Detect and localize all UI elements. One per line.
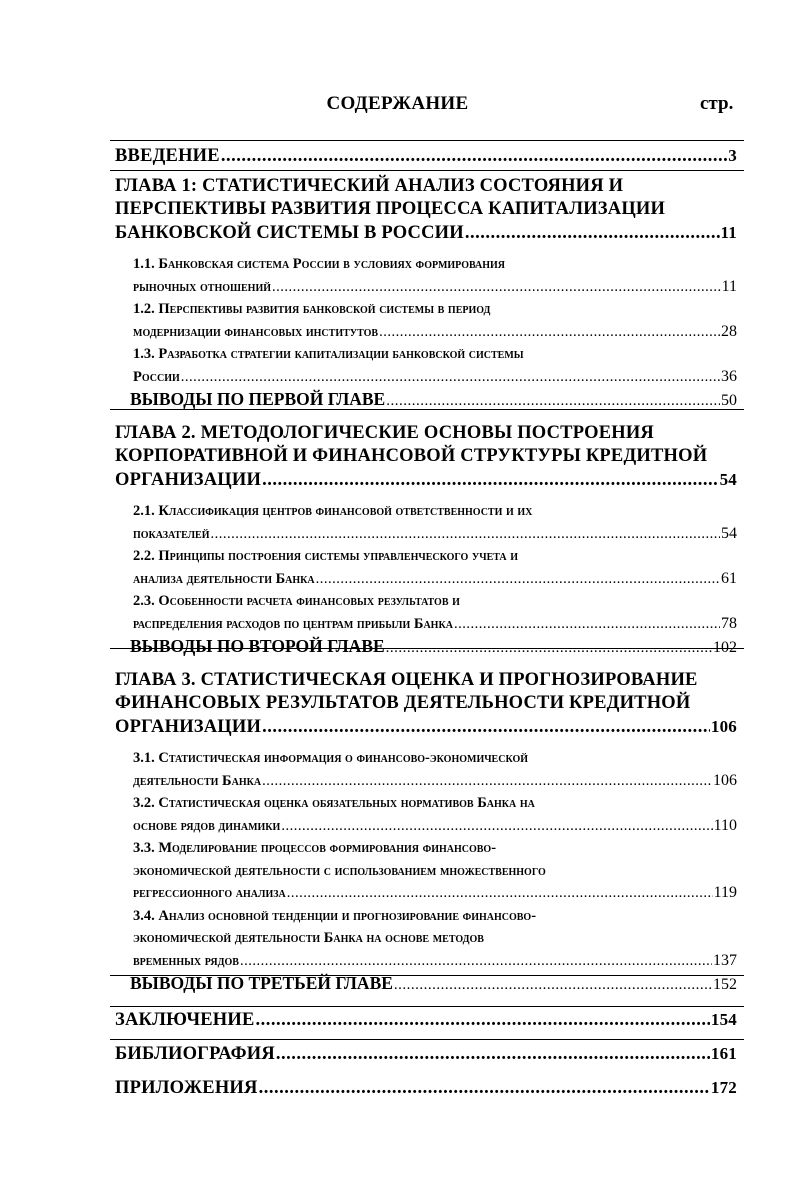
toc-entry-chapter-1[interactable] [115, 175, 737, 245]
leader-dots [394, 972, 712, 996]
toc-entry-title: ЗАКЛЮЧЕНИЕ [115, 1010, 255, 1030]
toc-entry-title: ОРГАНИЗАЦИИ [115, 470, 262, 490]
toc-entry-title: деятельности Банка [133, 772, 262, 789]
toc-entry-page: 172 [710, 1078, 737, 1097]
toc-entry-page: 161 [710, 1044, 737, 1063]
leader-dots [465, 222, 720, 245]
leader-dots [221, 145, 727, 168]
toc-entry-title: ВВЕДЕНИЕ [115, 146, 220, 166]
toc-entry-title: 1.3. Разработка стратегии капитализации банковской системы [133, 346, 524, 362]
leader-dots [386, 635, 712, 659]
toc-entry-section-2-2[interactable] [133, 545, 737, 590]
leader-dots [181, 366, 720, 389]
toc-entry-conclusion[interactable] [115, 1008, 737, 1032]
toc-entry-conclusions-3[interactable] [130, 972, 737, 996]
toc-entry-page: 28 [721, 322, 737, 340]
page-column-label: стр. [700, 93, 734, 114]
leader-dots [256, 1009, 710, 1032]
toc-entry-section-1-1[interactable] [133, 253, 737, 298]
toc-entry-bibliography[interactable] [115, 1042, 737, 1066]
toc-entry-title: экономической деятельности Банка на основе методов [133, 930, 484, 946]
table-of-contents [115, 142, 737, 1100]
toc-entry-chapter-3[interactable] [115, 669, 737, 739]
toc-entry-conclusions-1[interactable] [130, 388, 737, 412]
toc-entry-section-3-3[interactable] [133, 837, 737, 905]
toc-entry-title: ВЫВОДЫ ПО ПЕРВОЙ ГЛАВЕ [130, 389, 386, 409]
toc-entry-section-2-3[interactable] [133, 590, 737, 635]
toc-entry-title: 2.1. Классификация центров финансовой ответственности и их [133, 503, 533, 519]
toc-entry-title: основе рядов динамики [133, 817, 281, 834]
toc-entry-title: 1.1. Банковская система России в условиях формирования [133, 256, 506, 272]
toc-entry-title: ГЛАВА 3. СТАТИСТИЧЕСКАЯ ОЦЕНКА И ПРОГНОЗИРОВАНИЕ [115, 670, 698, 690]
toc-entry-page: 137 [713, 951, 737, 969]
toc-entry-title: 3.3. Моделирование процессов формирования финансово- [133, 840, 497, 856]
toc-entry-page: 78 [721, 614, 737, 632]
toc-entry-page: 36 [721, 367, 737, 385]
toc-entry-page: 110 [713, 816, 737, 834]
leader-dots [240, 950, 712, 973]
toc-entry-title: экономической деятельности с использованием множественного [133, 862, 546, 879]
toc-entry-chapter-2[interactable] [115, 422, 737, 492]
toc-entry-title: России [133, 368, 180, 385]
toc-entry-title: ПРИЛОЖЕНИЯ [115, 1078, 258, 1098]
toc-entry-page: 11 [721, 277, 737, 295]
toc-entry-title: ГЛАВА 1: СТАТИСТИЧЕСКИЙ АНАЛИЗ СОСТОЯНИЯ И [115, 176, 624, 196]
toc-entry-title: временных рядов [133, 952, 239, 969]
toc-entry-title: регрессионного анализа [133, 885, 286, 901]
toc-entry-section-3-2[interactable] [133, 792, 737, 837]
toc-entry-page: 54 [721, 524, 737, 542]
leader-dots [287, 882, 713, 905]
toc-entry-title: ВЫВОДЫ ПО ТРЕТЬЕЙ ГЛАВЕ [130, 973, 393, 993]
toc-entry-title: БИБЛИОГРАФИЯ [115, 1044, 275, 1064]
leader-dots [262, 770, 712, 793]
toc-entry-page: 152 [713, 976, 737, 993]
toc-entry-title: 3.2. Статистическая оценка обязательных нормативов Банка на [133, 795, 535, 811]
toc-entry-section-2-1[interactable] [133, 500, 737, 545]
toc-entry-title: модернизации финансовых институтов [133, 323, 379, 340]
toc-entry-page: 106 [710, 717, 737, 736]
toc-entry-title: БАНКОВСКОЙ СИСТЕМЫ В РОССИИ [115, 223, 464, 243]
toc-entry-title: 3.4. Анализ основной тенденции и прогнозирование финансово- [133, 907, 537, 924]
leader-dots [262, 716, 710, 739]
toc-entry-page: 3 [728, 146, 737, 165]
toc-entry-section-1-2[interactable] [133, 298, 737, 343]
leader-dots [379, 321, 720, 344]
toc-entry-title: ФИНАНСОВЫХ РЕЗУЛЬТАТОВ ДЕЯТЕЛЬНОСТИ КРЕДИТНОЙ [115, 693, 691, 713]
toc-entry-section-1-3[interactable] [133, 343, 737, 388]
toc-entry-page: 61 [721, 569, 737, 587]
toc-entry-title: анализа деятельности Банка [133, 570, 315, 587]
toc-entry-title: ОРГАНИЗАЦИИ [115, 717, 262, 737]
toc-entry-page: 154 [710, 1010, 737, 1029]
toc-entry-title: 2.2. Принципы построения системы управленческого учета и [133, 548, 519, 564]
leader-dots [454, 613, 720, 636]
toc-entry-title: ВЫВОДЫ ПО ВТОРОЙ ГЛАВЕ [130, 636, 385, 656]
leader-dots [276, 1043, 710, 1066]
leader-dots [262, 469, 719, 492]
leader-dots [386, 388, 720, 412]
leader-dots [281, 815, 712, 838]
toc-entry-page: 106 [713, 771, 737, 789]
toc-entry-title: КОРПОРАТИВНОЙ И ФИНАНСОВОЙ СТРУКТУРЫ КРЕДИТНОЙ [115, 446, 708, 466]
toc-entry-conclusions-2[interactable] [130, 635, 737, 659]
toc-entry-section-3-4[interactable] [133, 905, 737, 973]
toc-entry-introduction[interactable] [115, 144, 737, 168]
toc-entry-section-3-1[interactable] [133, 747, 737, 792]
toc-entry-title: распределения расходов по центрам прибыли Банка [133, 615, 453, 632]
toc-entry-page: 102 [713, 639, 737, 656]
toc-entry-page: 11 [720, 223, 737, 242]
leader-dots [272, 276, 721, 299]
toc-entry-title: показателей [133, 525, 210, 542]
toc-entry-title: рыночных отношений [133, 278, 272, 295]
toc-entry-page: 119 [713, 884, 737, 901]
divider-top [110, 140, 744, 141]
toc-entry-appendices[interactable] [115, 1076, 737, 1100]
toc-entry-title: ГЛАВА 2. МЕТОДОЛОГИЧЕСКИЕ ОСНОВЫ ПОСТРОЕНИЯ [115, 423, 654, 443]
toc-entry-page: 54 [719, 470, 737, 489]
toc-entry-title: 3.1. Статистическая информация о финансово-экономической [133, 750, 529, 766]
page-title: СОДЕРЖАНИЕ [326, 93, 469, 114]
toc-entry-title: 2.3. Особенности расчета финансовых результатов и [133, 593, 460, 609]
toc-entry-page: 50 [721, 392, 737, 409]
toc-entry-title: 1.2. Перспективы развития банковской системы в период [133, 301, 491, 317]
leader-dots [316, 568, 720, 591]
leader-dots [211, 523, 720, 546]
leader-dots [259, 1077, 710, 1100]
toc-entry-title: ПЕРСПЕКТИВЫ РАЗВИТИЯ ПРОЦЕССА КАПИТАЛИЗАЦИИ [115, 199, 666, 219]
